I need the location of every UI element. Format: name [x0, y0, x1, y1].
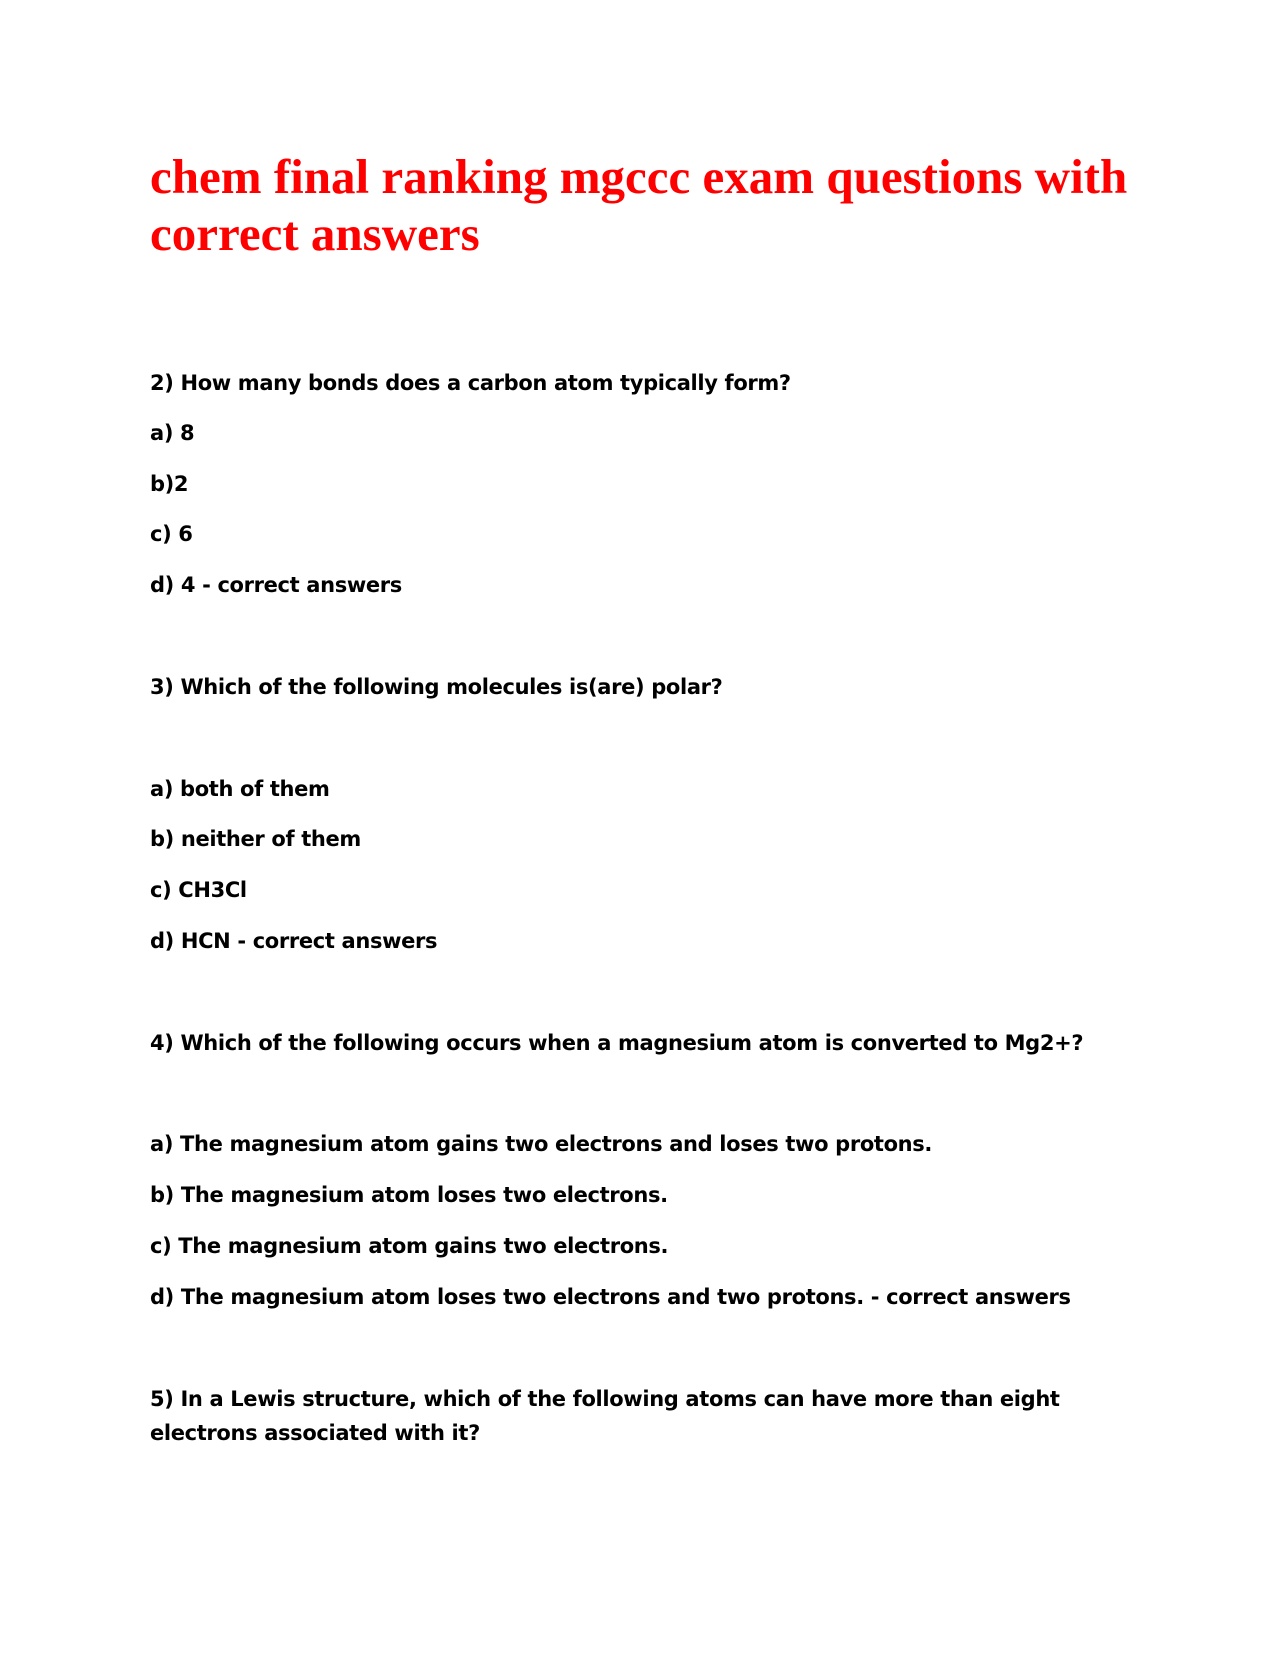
question-prompt-3: 3) Which of the following molecules is(are) polar? — [150, 675, 723, 699]
question-2-option-a: a) 8 — [150, 421, 195, 445]
question-3-option-c: c) CH3Cl — [150, 878, 247, 902]
question-4-option-b: b) The magnesium atom loses two electrons. — [150, 1183, 668, 1207]
question-prompt-2: 2) How many bonds does a carbon atom typically form? — [150, 371, 791, 395]
question-3-option-b: b) neither of them — [150, 827, 361, 851]
question-3-option-a: a) both of them — [150, 777, 330, 801]
question-4-option-c: c) The magnesium atom gains two electrons. — [150, 1234, 669, 1258]
question-3-option-d: d) HCN - correct answers — [150, 929, 438, 953]
question-4-option-a: a) The magnesium atom gains two electrons and loses two protons. — [150, 1132, 933, 1156]
question-4-option-d: d) The magnesium atom loses two electrons and two protons. - correct answers — [150, 1285, 1071, 1309]
question-prompt-4: 4) Which of the following occurs when a magnesium atom is converted to Mg2+? — [150, 1031, 1084, 1055]
document-title: chem final ranking mgccc exam questions with correct answers — [150, 149, 1128, 261]
question-2-option-c: c) 6 — [150, 522, 193, 546]
question-2-option-b: b)2 — [150, 472, 189, 496]
question-2-option-d: d) 4 - correct answers — [150, 573, 402, 597]
question-prompt-5: 5) In a Lewis structure, which of the following atoms can have more than eight electrons associated with it? — [150, 1387, 1060, 1445]
